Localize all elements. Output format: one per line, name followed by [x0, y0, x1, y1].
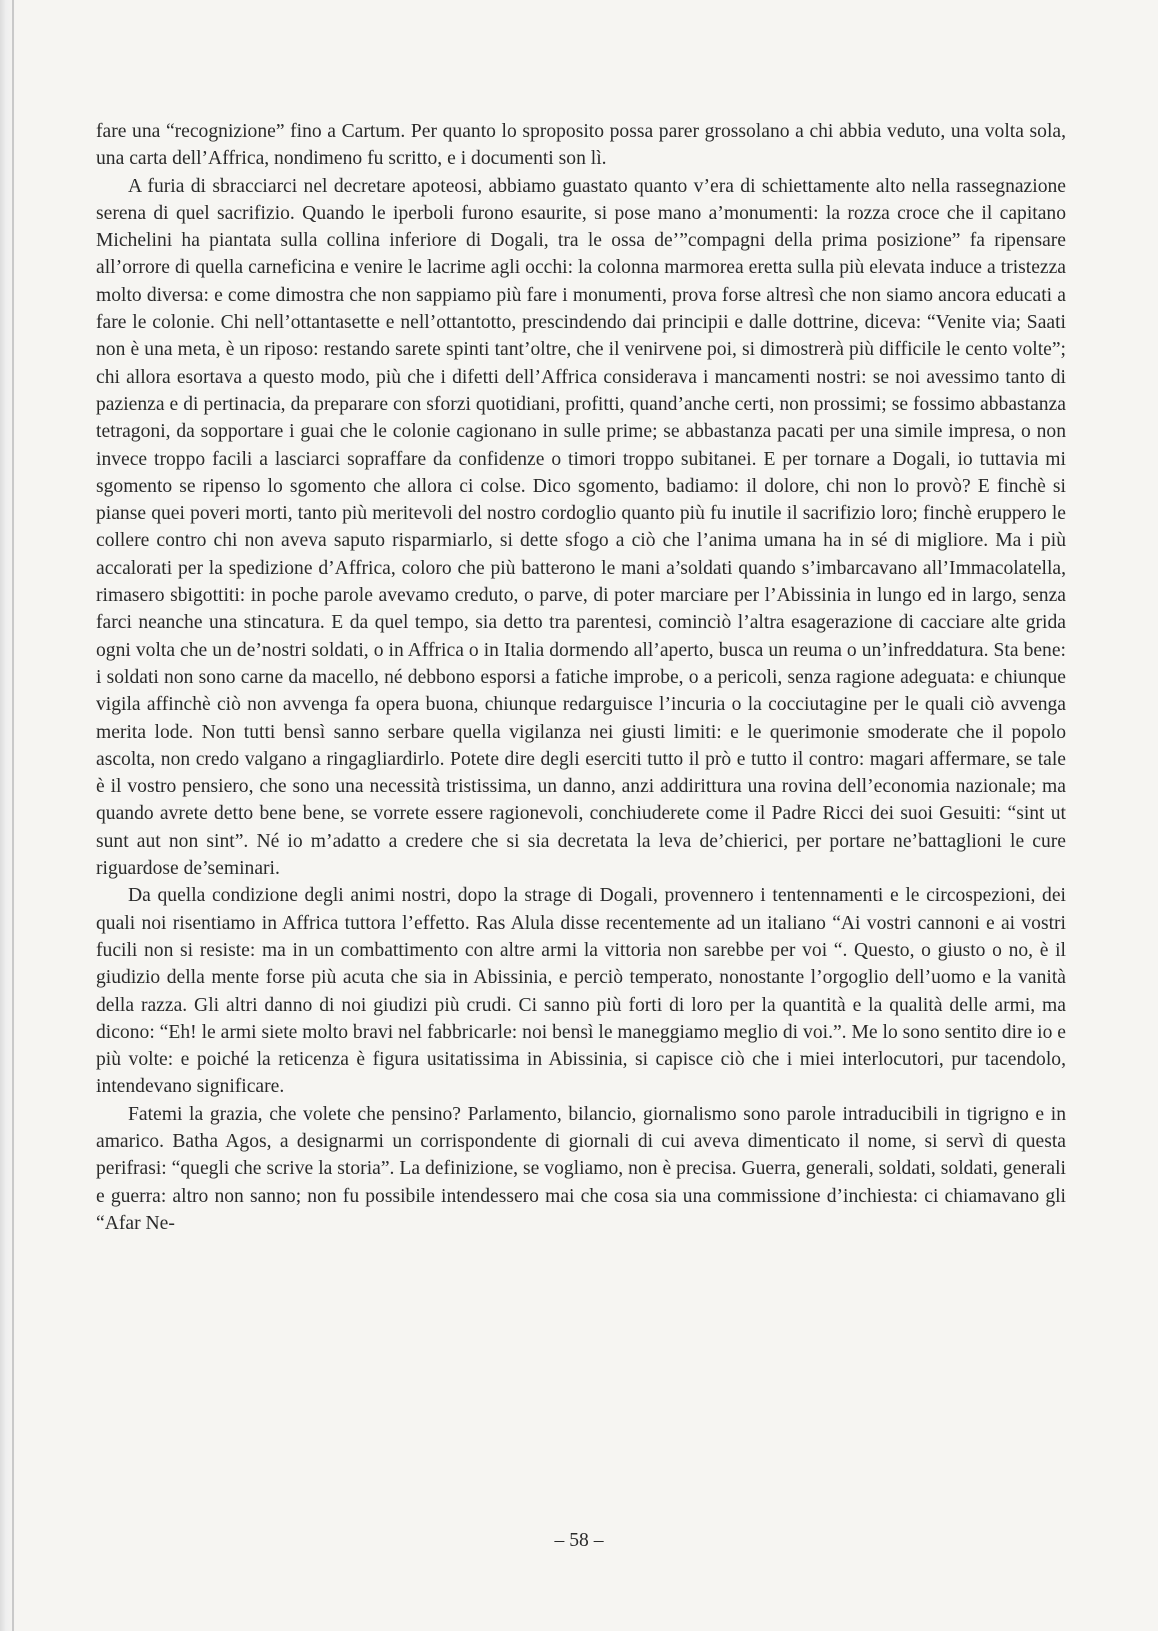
body-text	[96, 118, 1066, 1237]
paragraph-1: fare una “recognizione” fino a Cartum. Per quanto lo sproposito possa parer grossolano a chi abbia veduto, una volta sola, una carta dell’Affrica, nondimeno fu scritto, e i documenti son lì.	[96, 121, 1066, 170]
page-binding-shadow	[12, 0, 14, 1631]
paragraph-3: Da quella condizione degli animi nostri, dopo la strage di Dogali, provennero i tentennamenti e le circospezioni, dei quali noi risentiamo in Affrica tuttora l’effetto. Ras Alula disse recentemente ad un italiano “Ai vostri cannoni e ai vostri fucili non si resiste: ma in un combattimento con altre armi la vittoria non sarebbe per voi “. Questo, o giusto o no, è il giudizio della mente forse più acuta che sia in Abissinia, e perciò temperato, nonostante l’orgoglio dell’uomo e la vanità della razza. Gli altri danno di noi giudizi più crudi. Ci sanno più forti di loro per la quantità e la qualità delle armi, ma dicono: “Eh! le armi siete molto bravi nel fabbricarle: noi bensì le maneggiamo meglio di voi.”. Me lo sono sentito dire io e più volte: e poiché la reticenza è figura usitatissima in Abissinia, si capisce ciò che i miei interlocutori, pur tacendolo, intendevano significare.	[96, 885, 1066, 1098]
paragraph-4: Fatemi la grazia, che volete che pensino? Parlamento, bilancio, giornalismo sono parole intraducibili in tigrigno e in amarico. Batha Agos, a designarmi un corrispondente di giornali di cui aveva dimenticato il nome, si servì di questa perifrasi: “quegli che scrive la storia”. La definizione, se vogliamo, non è precisa. Guerra, generali, soldati, soldati, generali e guerra: altro non sanno; non fu possibile intendessero mai che cosa sia una commissione d’inchiesta: ci chiamavano gli “Afar Ne-	[96, 1103, 1066, 1234]
page-number: – 58 –	[554, 1530, 604, 1551]
paragraph-2: A furia di sbracciarci nel decretare apoteosi, abbiamo guastato quanto v’era di schiettamente alto nella rassegnazione serena di quel sacrifizio. Quando le iperboli furono esaurite, si pose mano a’monumenti: la rozza croce che il capitano Michelini ha piantata sulla collina inferiore di Dogali, tra le ossa de’”compagni della prima posizione” fa ripensare all’orrore di quella carneficina e venire le lacrime agli occhi: la colonna marmorea eretta sulla più elevata induce a tristezza molto diversa: e come dimostra che non sappiamo più fare i monumenti, prova forse altresì che non siamo ancora educati a fare le colonie. Chi nell’ottantasette e nell’ottantotto, prescindendo dai principii e dalle dottrine, diceva: “Venite via; Saati non è una meta, è un riposo: restando sarete spinti tant’oltre, che il venirvene poi, si dimostrerà più difficile le cento volte”; chi allora esortava a questo modo, più che i difetti dell’Affrica considerava i mancamenti nostri: se noi avessimo tanto di pazienza e di pertinacia, da preparare con sforzi quotidiani, profitti, quand’anche certi, non prossimi; se fossimo abbastanza tetragoni, da sopportare i guai che le colonie cagionano in sulle prime; se abbastanza pacati per una simile impresa, o non invece troppo facili a lasciarci sopraffare da confidenze o timori troppo subitanei. E per tornare a Dogali, io tuttavia mi sgomento se ripenso lo sgomento che allora ci colse. Dico sgomento, badiamo: il dolore, chi non lo provò? E finchè si pianse quei poveri morti, tanto più meritevoli del nostro cordoglio quanto più fu inutile il sacrifizio loro; finchè eruppero le collere contro chi non aveva saputo risparmiarlo, si dette sfogo a ciò che l’anima umana ha in sé di migliore. Ma i più accalorati per la spedizione d’Affrica, coloro che più batterono le mani a’soldati quando s’imbarcavano all’Immacolatella, rimasero sbigottiti: in poche parole avevamo creduto, o parve, di poter marciare per l’Abissinia in lungo ed in largo, senza farci neanche una stincatura. E da quel tempo, sia detto tra parentesi, cominciò l’altra esagerazione di cacciare alte grida ogni volta che un de’nostri soldati, o in Affrica o in Italia dormendo all’aperto, busca un reuma o un’infreddatura. Sta bene: i soldati non sono carne da macello, né debbono esporsi a fatiche improbe, o a pericoli, senza ragione adeguata: e chiunque vigila affinchè ciò non avvenga fa opera buona, chiunque redarguisce l’incuria o la cocciutagine per le quali ciò avvenga merita lode. Non tutti bensì sanno serbare quella vigilanza nei giusti limiti: e le querimonie smoderate che il popolo ascolta, non credo valgano a ringagliardirlo. Potete dire degli eserciti tutto il prò e tutto il contro: magari affermare, se tale è il vostro pensiero, che sono una necessità tristissima, un danno, anzi addirittura una rovina dell’economia nazionale; ma quando avrete detto bene bene, se vorrete essere ragionevoli, conchiuderete come il Padre Ricci dei suoi Gesuiti: “sint ut sunt aut non sint”. Né io m’adatto a credere che si sia decretata la leva de’chierici, per portare ne’battaglioni le cure riguardose de’seminari.	[96, 175, 1066, 880]
